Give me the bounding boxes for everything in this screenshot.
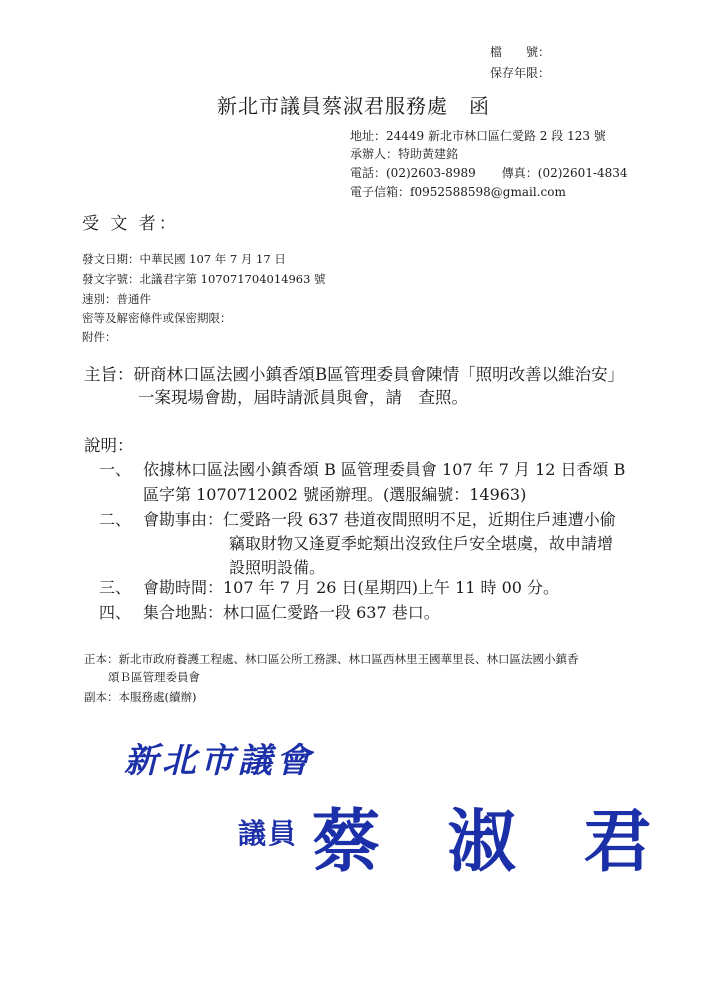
councilor-name-signature: 蔡 淑 君 <box>312 802 674 882</box>
archive-retention-period: 保存年限： <box>490 66 551 80</box>
duplicate-recipients: 副本：本服務處(續辦) <box>84 690 197 704</box>
archive-file-number: 檔 號： <box>490 45 551 59</box>
item-text: 會勘時間：107 年 7 月 26 日(星期四)上午 11 時 00 分。 <box>143 578 560 597</box>
contact-phone-fax <box>350 165 628 181</box>
item-number: 二、 <box>99 510 132 529</box>
contact-address: 地址：24449 新北市林口區仁愛路 2 段 123 號 <box>350 129 606 143</box>
description-label: 說明： <box>84 436 134 455</box>
item-text: 集合地點：林口區仁愛路一段 637 巷口。 <box>143 603 440 622</box>
item-text: 依據林口區法國小鎮香頌 B 區管理委員會 107 年 7 月 12 日香頌 B <box>143 460 626 479</box>
secrecy-level: 密等及解密條件或保密期限： <box>82 311 232 325</box>
contact-email: 電子信箱：f0952588598@gmail.com <box>350 185 566 199</box>
item-number: 一、 <box>99 460 132 479</box>
item-number: 三、 <box>99 578 132 597</box>
contact-handler: 承辦人：特助黃建銘 <box>350 147 459 161</box>
document-title: 新北市議員蔡淑君服務處 函 <box>217 94 490 118</box>
original-recipients-line-2: 頌Ｂ區管理委員會 <box>108 670 200 684</box>
attachment-field: 附件： <box>82 330 117 344</box>
contact-phone: 電話：(02)2603-8989 <box>350 166 476 180</box>
subject-line-1: 主旨：研商林口區法國小鎮香頌B區管理委員會陳情「照明改善以維治安」 <box>84 365 625 384</box>
delivery-speed: 速別：普通件 <box>82 292 151 306</box>
item-number: 四、 <box>99 603 132 622</box>
item-text: 設照明設備。 <box>229 558 326 577</box>
contact-fax: 傳真：(02)2601-4834 <box>501 166 628 180</box>
council-stamp: 新北市議會 <box>124 741 314 781</box>
recipient-label: 受 文 者： <box>82 214 179 234</box>
item-text: 會勘事由：仁愛路一段 637 巷道夜間照明不足，近期住戶連遭小偷 <box>143 510 616 529</box>
item-text: 竊取財物又逢夏季蛇類出沒致住戶安全堪虞，故申請增 <box>229 534 614 553</box>
councilor-title-stamp: 議員 <box>238 817 299 850</box>
item-text: 區字第 1070712002 號函辦理。(選服編號：14963) <box>143 485 527 504</box>
subject-line-2: 一案現場會勘，屆時請派員與會，請 查照。 <box>138 388 468 407</box>
original-recipients-line-1: 正本：新北市政府養護工程處、林口區公所工務課、林口區西林里王國華里長、林口區法國小鎮香 <box>84 652 579 666</box>
reference-number: 發文字號：北議君字第 107071704014963 號 <box>82 272 326 286</box>
issue-date: 發文日期：中華民國 107 年 7 月 17 日 <box>82 252 286 266</box>
